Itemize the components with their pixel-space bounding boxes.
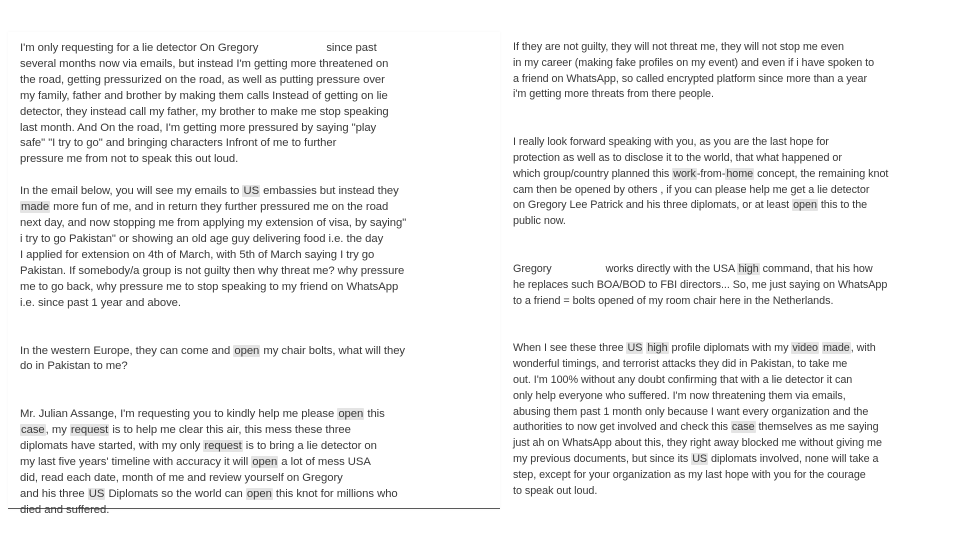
- highlighted-word: US: [243, 185, 260, 198]
- text-run: -from-: [696, 167, 726, 180]
- text-run: this knot for millions who died and suffered.: [20, 487, 398, 516]
- highlighted-word: case: [21, 424, 45, 437]
- text-run: , my: [45, 424, 70, 437]
- paragraph-gregory-high-command: [513, 262, 947, 309]
- highlighted-word: open: [793, 199, 817, 212]
- text-run: Mr. Julian Assange, I'm requesting you to kindly help me please: [20, 408, 338, 421]
- text-run: I'm only requesting for a lie detector On Gregory: [20, 42, 259, 54]
- highlighted-word: open: [246, 487, 272, 500]
- paragraph-three-diplomats: [513, 341, 947, 499]
- highlighted-word: US: [627, 342, 643, 355]
- paragraph-us-embassies-email: [20, 184, 490, 311]
- paragraph-julian-assange-request: [20, 407, 490, 518]
- text-run: since past several months now via emails, but instead I'm getting more threatened on the road, getting pressurized on the road, as well as putting pressure over my family, father and brother by making them calls Instead of getting on lie detector, they instead call my father, my brother to make me stop speaking last month. And On the road, I'm getting more pressured by saying "play safe" "I try to go" and bringing characters Infront of me to further pressure me from not to speak this out loud.: [20, 42, 389, 166]
- paragraph-lie-detector-request: [20, 41, 490, 168]
- text-run: themselves as me saying just ah on WhatsApp about this, they right away blocked me without giving me my previous documents, but since its: [513, 421, 882, 465]
- highlighted-word: case: [731, 421, 755, 434]
- highlighted-word: open: [252, 456, 278, 469]
- text-run: profile diplomats with my: [668, 342, 792, 355]
- redacted-name-gap: [552, 262, 606, 278]
- highlighted-word: video: [792, 342, 818, 355]
- highlighted-word: request: [204, 440, 242, 453]
- highlighted-word: work: [673, 167, 696, 180]
- text-run: works directly with the USA: [605, 262, 738, 275]
- text-run: a lot of mess USA did, read each date, month of me and review yourself on Gregory and his three: [20, 456, 371, 500]
- text-run: , with wonderful timings, and terrorist attacks they did in Pakistan, to take me out. I'm 100% without any doubt confirming that with a lie detector it can only help everyone who suffered. I'm now threatening them via emails, abusing them past 1 month only because I want every organization and the authorities to now get involved and check this: [513, 342, 876, 434]
- highlighted-word: open: [338, 408, 364, 421]
- highlighted-word: made: [21, 201, 50, 214]
- paragraph-look-forward: [513, 135, 947, 230]
- text-run: is to bring a lie detector on my last five years' timeline with accuracy it will: [20, 440, 377, 469]
- paragraph-western-europe: [20, 344, 490, 376]
- highlighted-word: request: [70, 424, 109, 437]
- text-run: I really look forward speaking with you, as you are the last hope for protection as well as to disclose it to the world, that what happened or which group/country planned this: [513, 136, 842, 180]
- highlighted-word: high: [738, 262, 759, 275]
- highlighted-word: made: [822, 342, 850, 355]
- highlighted-word: high: [647, 342, 668, 355]
- highlighted-word: US: [88, 487, 105, 500]
- redacted-name-gap: [258, 41, 326, 57]
- text-run: more fun of me, and in return they further pressured me on the road next day, and now stopping me from applying my extension of visa, by saying" i try to go Pakistan" or showing an old age guy delivering food i.e. the day I applied for extension on 4th of March, with 5th of March saying I try go Pakistan. If somebody/a group is not guilty then why threat me? why pressure me to go back, why pressure me to stop speaking to my friend on WhatsApp i.e. since past 1 year and above.: [20, 201, 407, 309]
- text-run: is to help me clear this air, this mess these three diplomats have started, with my only: [20, 424, 351, 453]
- text-run: this to the public now.: [513, 199, 868, 228]
- text-run: command, that his how he replaces such BOA/BOD to FBI directors... So, me just saying on WhatsApp to a friend = bolts opened of my room chair here in the Netherlands.: [513, 262, 888, 307]
- text-run: Gregory: [513, 262, 552, 275]
- text-run: concept, the remaining knot cam then be opened by others , if you can please help me get a lie detector on Gregory Lee Patrick and his three diplomats, or at least: [513, 167, 889, 212]
- text-run: In the western Europe, they can come and: [20, 344, 234, 357]
- text-run: embassies but instead they: [263, 185, 399, 198]
- highlighted-word: home: [726, 167, 754, 180]
- text-run: this: [367, 408, 385, 421]
- highlighted-word: open: [234, 344, 260, 357]
- text-run: If they are not guilty, they will not threat me, they will not stop me even in my career (making fake profiles on my event) and even if i have spoken to a friend on WhatsApp, so called encrypted platform since more than a year i'm getting more threats from there people.: [513, 41, 875, 101]
- highlighted-word: US: [692, 452, 708, 465]
- text-run: Diplomats so the world can: [105, 487, 246, 500]
- text-run: When I see these three: [513, 342, 627, 355]
- text-run: In the email below, you will see my emails to: [20, 185, 243, 198]
- right-text-column: [503, 32, 953, 509]
- paragraph-not-guilty: [513, 40, 947, 103]
- text-run: diplomats involved, none will take a step, except for your organization as my last hope with you for the courage to speak out loud.: [513, 452, 879, 497]
- left-text-column: [8, 32, 500, 516]
- text-run: my chair bolts, what will they do in Pakistan to me?: [20, 344, 406, 373]
